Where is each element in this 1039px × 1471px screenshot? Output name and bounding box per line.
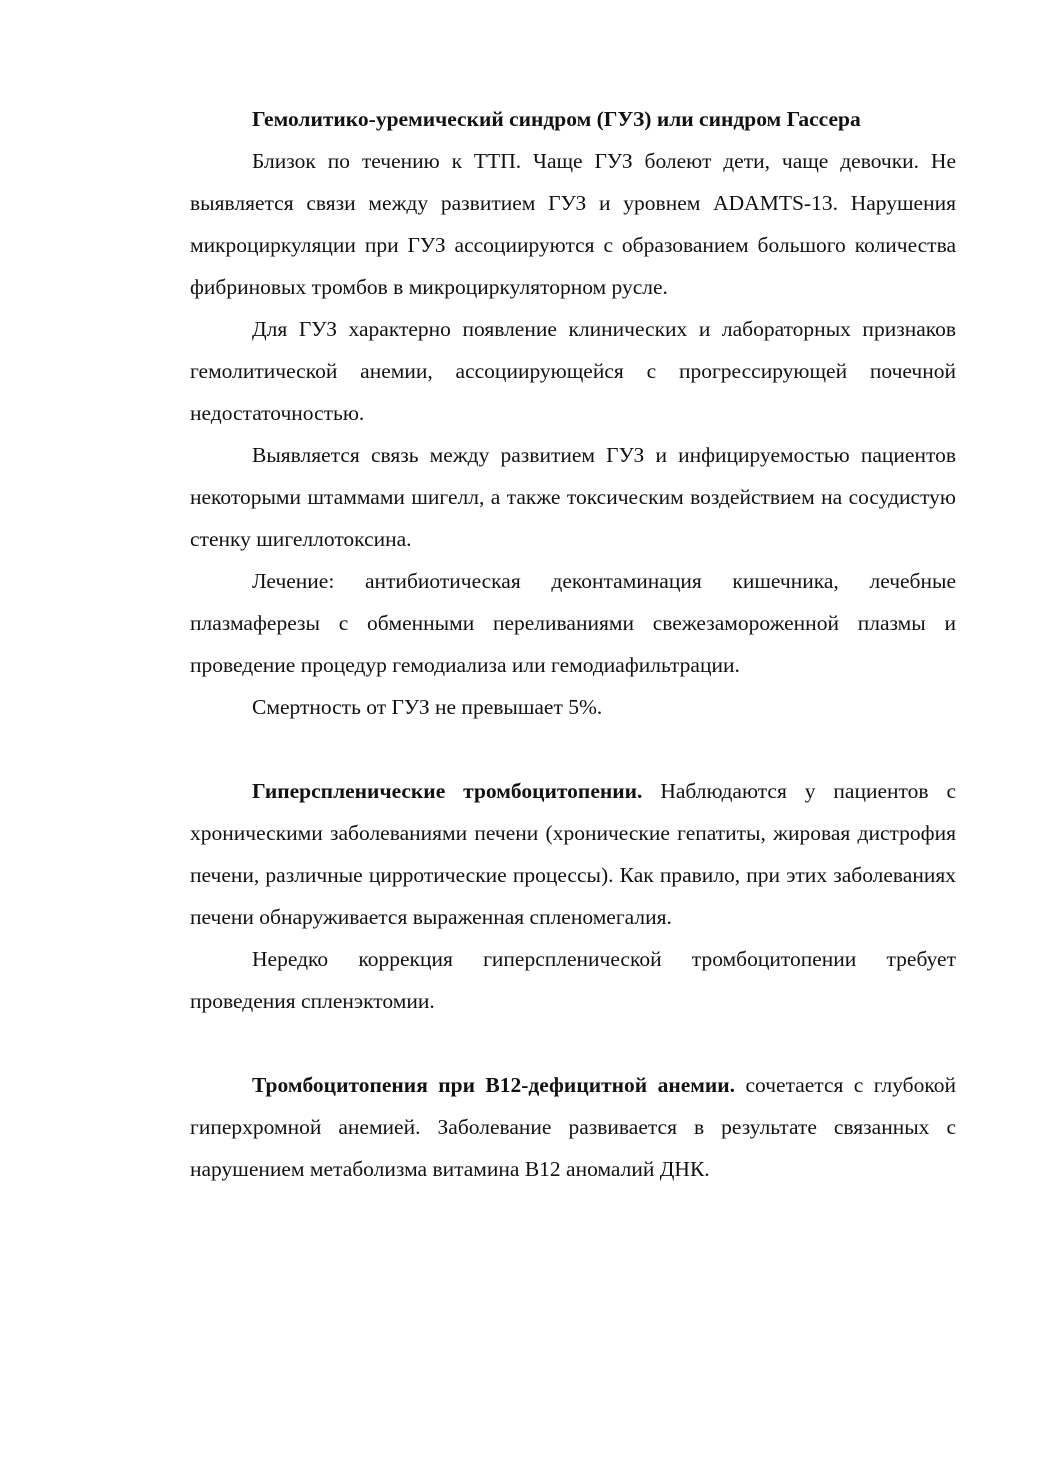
- section-heading-hypersplenic: Гиперспленические тромбоцитопении.: [252, 779, 643, 803]
- paragraph-text: сочетается с глубокой гиперхромной анемией. Заболевание развивается в результате связанных с нарушением метаболизма витамина В12 аномалий ДНК.: [190, 1073, 956, 1181]
- paragraph: [190, 770, 956, 938]
- paragraph: [190, 1064, 956, 1190]
- paragraph: Выявляется связь между развитием ГУЗ и инфицируемостью пациентов некоторыми штаммами шигелл, а также токсическим воздействием на сосудистую стенку шигеллотоксина.: [190, 443, 956, 551]
- section-spacer: [190, 728, 956, 770]
- paragraph: Нередко коррекция гиперспленической тромбоцитопении требует проведения спленэктомии.: [190, 947, 956, 1013]
- paragraph-text: Наблюдаются у пациентов с хроническими заболеваниями печени (хронические гепатиты, жировая дистрофия печени, различные цирротические процессы). Как правило, при этих заболеваниях печени обнаруживается выраженная спленомегалия.: [190, 779, 956, 929]
- section-title-hus: Гемолитико-уремический синдром (ГУЗ) или синдром Гассера: [252, 107, 861, 131]
- section-spacer: [190, 1022, 956, 1064]
- paragraph: Близок по течению к ТТП. Чаще ГУЗ болеют дети, чаще девочки. Не выявляется связи между развитием ГУЗ и уровнем ADAMTS-13. Нарушения микроциркуляции при ГУЗ ассоциируются с образованием большого количества фибриновых тромбов в микроциркуляторном русле.: [190, 149, 956, 299]
- document-page: [190, 98, 956, 1190]
- paragraph: Лечение: антибиотическая деконтаминация кишечника, лечебные плазмаферезы с обменными переливаниями свежезамороженной плазмы и проведение процедур гемодиализа или гемодиафильтрации.: [190, 569, 956, 677]
- paragraph: Для ГУЗ характерно появление клинических и лабораторных признаков гемолитической анемии, ассоциирующейся с прогрессирующей почечной недостаточностью.: [190, 317, 956, 425]
- section-heading-b12: Тромбоцитопения при В12-дефицитной анемии.: [252, 1073, 736, 1097]
- paragraph: Смертность от ГУЗ не превышает 5%.: [252, 695, 603, 719]
